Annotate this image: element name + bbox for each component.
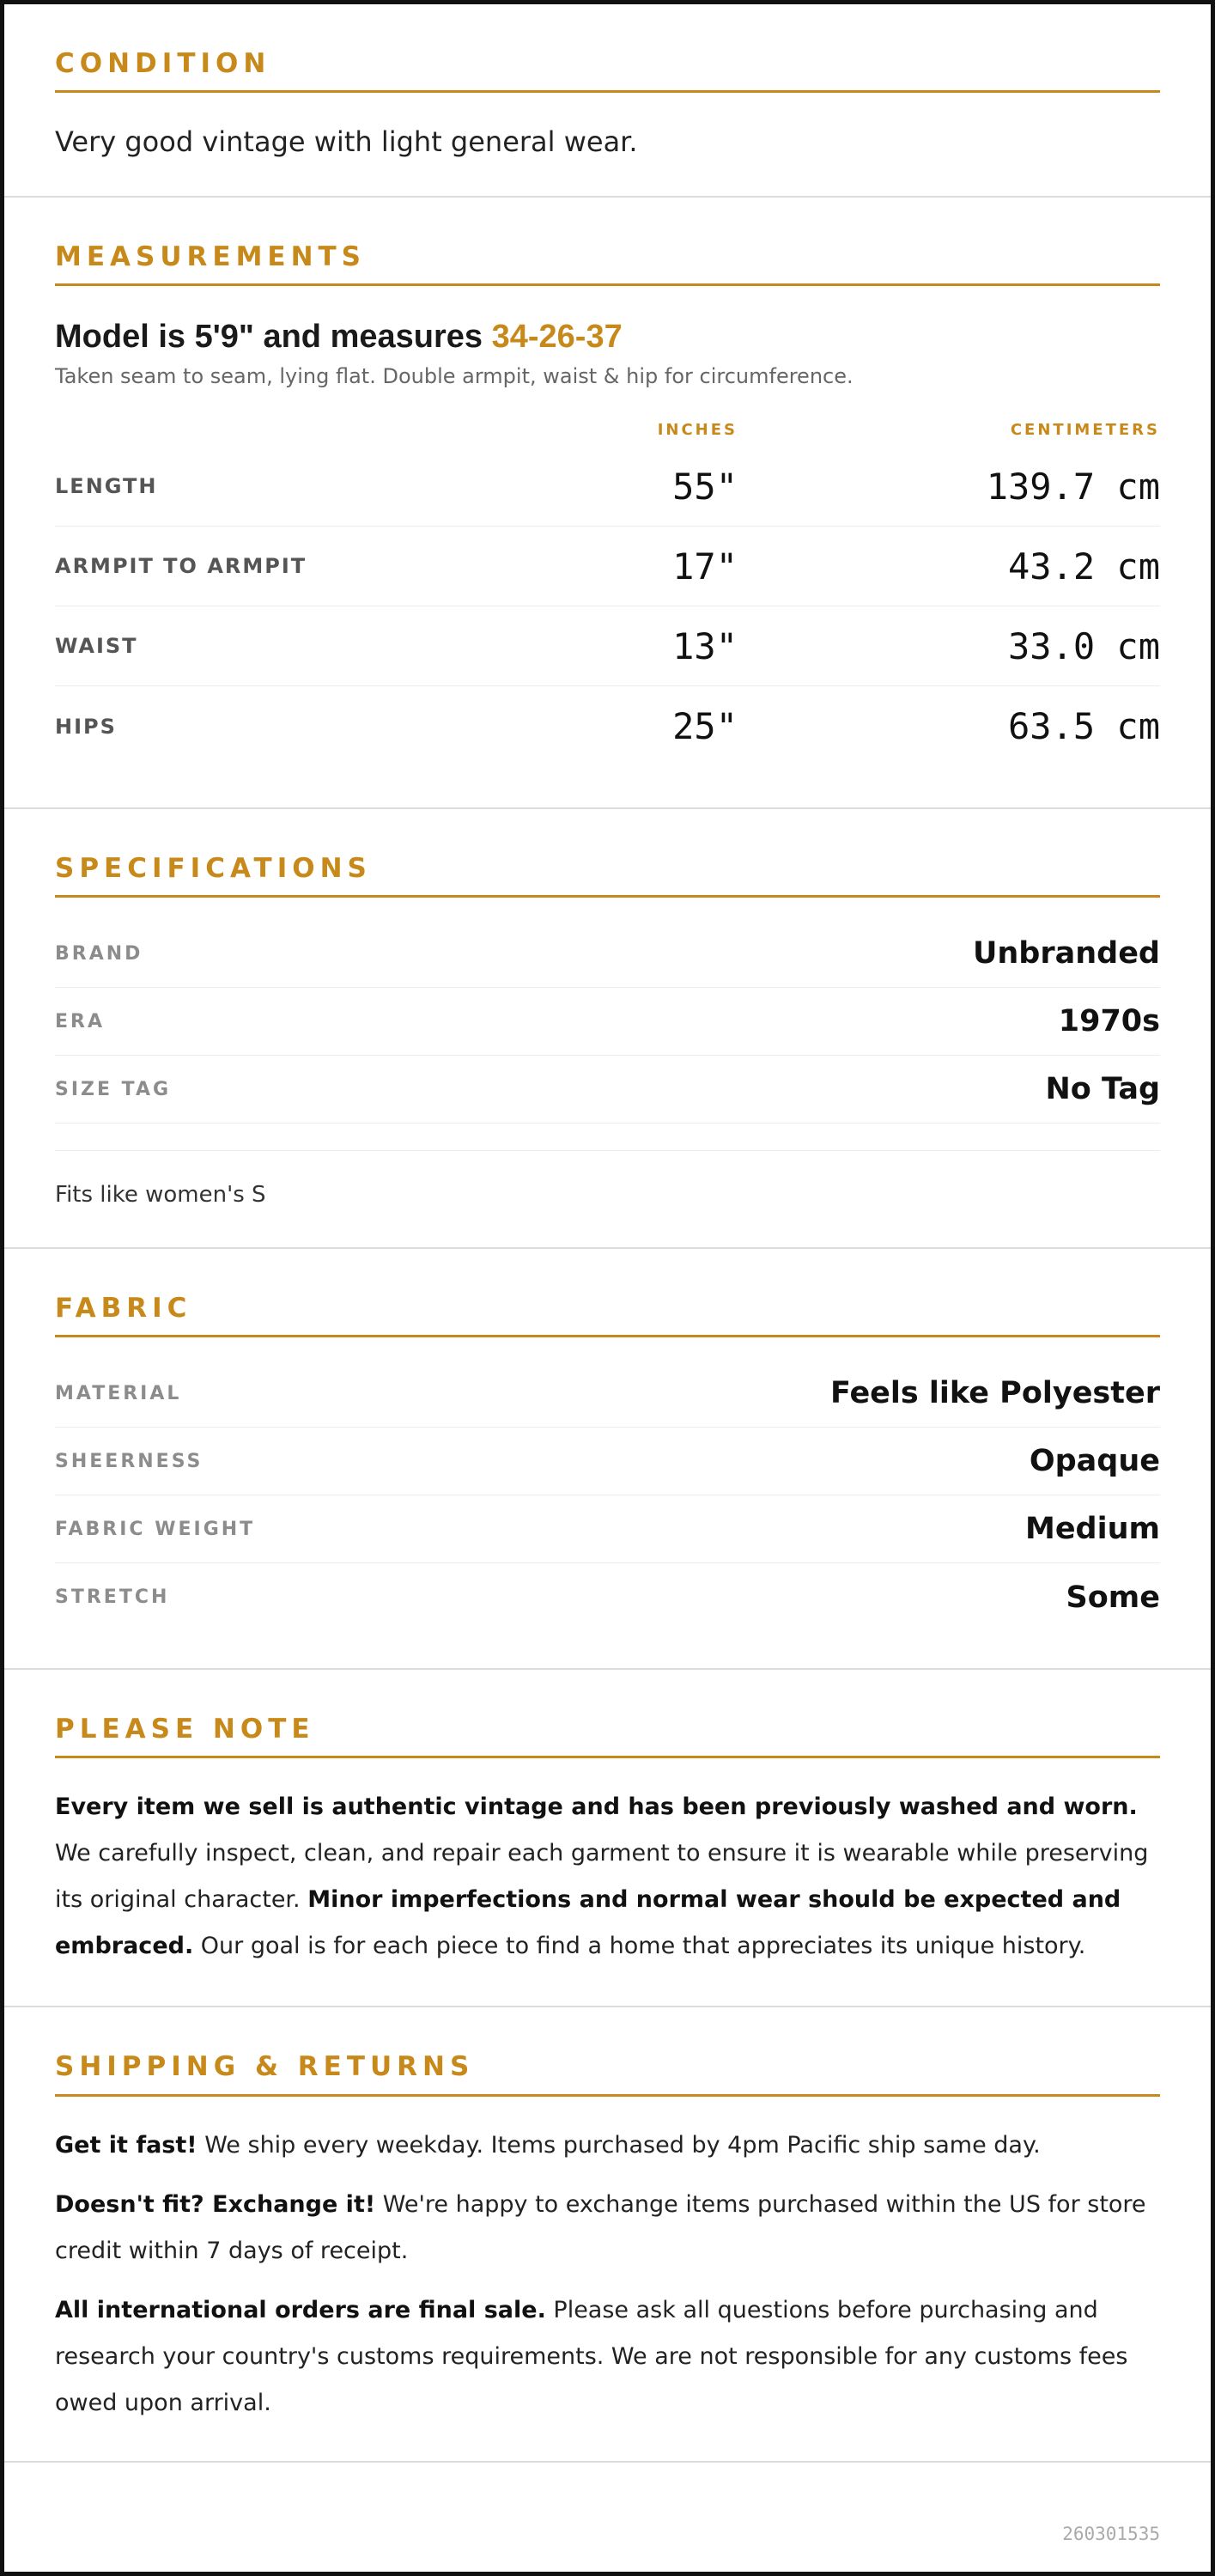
list-item: [55, 920, 1160, 988]
measurement-inches: 25": [672, 705, 738, 748]
measurements-table-header: [55, 421, 1160, 447]
measurement-cm: 139.7 cm: [986, 465, 1160, 508]
please-note-section: [4, 1670, 1211, 2007]
note-text-2: Our goal is for each piece to find a home that appreciates its unique history.: [193, 1933, 1086, 1960]
measurements-col-label: [55, 421, 519, 447]
measurements-col-inches: INCHES: [657, 421, 738, 440]
fabric-title: FABRIC: [55, 1294, 1160, 1337]
specifications-title: SPECIFICATIONS: [55, 854, 1160, 898]
model-measures-prefix: Model is 5'9" and measures: [55, 319, 492, 356]
specifications-list: [55, 920, 1160, 1124]
international-bold: All international orders are final sale.: [55, 2296, 546, 2323]
measurement-cm: 43.2 cm: [1007, 545, 1160, 588]
product-id: 260301535: [1062, 2524, 1160, 2544]
please-note-body: [55, 1758, 1160, 2006]
fabric-value: Some: [1066, 1580, 1160, 1615]
exchange-bold: Doesn't fit? Exchange it!: [55, 2190, 376, 2218]
exchange-text: We're happy to exchange items purchased within the US for store credit within 7 days of receipt.: [55, 2190, 1146, 2264]
shipping-returns-title: SHIPPING & RETURNS: [55, 2052, 1160, 2096]
note-bold-1: Every item we sell is authentic vintage and has been previously washed and worn.: [55, 1793, 1138, 1821]
measurement-inches: 17": [672, 545, 738, 588]
spec-label: ERA: [55, 1010, 105, 1032]
fabric-value: Feels like Polyester: [829, 1376, 1160, 1411]
specifications-section: [4, 809, 1211, 1249]
please-note-title: PLEASE NOTE: [55, 1714, 1160, 1758]
fabric-label: SHEERNESS: [55, 1450, 204, 1472]
spec-label: BRAND: [55, 942, 143, 965]
fabric-section: [4, 1249, 1211, 1670]
condition-text: Very good vintage with light general wear.: [55, 125, 638, 159]
condition-section: [4, 4, 1211, 198]
list-item: [55, 1563, 1160, 1631]
fabric-value: Opaque: [1029, 1444, 1160, 1479]
fabric-value: Medium: [1024, 1512, 1160, 1547]
measurement-label: WAIST: [55, 634, 138, 659]
measurements-table: [55, 421, 1160, 807]
table-row: [55, 527, 1160, 606]
measurements-subtext: Taken seam to seam, lying flat. Double armpit, waist & hip for circumference.: [55, 364, 854, 389]
fit-note: Fits like women's S: [55, 1150, 1160, 1247]
measurement-label: LENGTH: [55, 474, 158, 499]
international-text: Please ask all questions before purchasing and research your country's customs requirements. We are not responsible for any customs fees owed upon arrival.: [55, 2296, 1128, 2416]
fabric-list: [55, 1360, 1160, 1668]
list-item: [55, 1428, 1160, 1495]
model-measures-headline: [55, 319, 1160, 356]
international-paragraph: [55, 2287, 1160, 2427]
shipping-returns-body: [55, 2097, 1160, 2461]
measurement-cm: 63.5 cm: [1007, 705, 1160, 748]
measurement-inches: 55": [672, 465, 738, 508]
model-measures-highlight: 34-26-37: [491, 319, 623, 356]
shipping-text: We ship every weekday. Items purchased by 4pm Pacific ship same day.: [197, 2131, 1041, 2159]
list-item: [55, 988, 1160, 1056]
list-item: [55, 1360, 1160, 1428]
measurements-col-cm: CENTIMETERS: [1010, 421, 1160, 440]
shipping-bold: Get it fast!: [55, 2131, 197, 2159]
measurement-inches: 13": [672, 624, 738, 667]
shipping-paragraph: [55, 2122, 1160, 2169]
note-text-1: We carefully inspect, clean, and repair each garment to ensure it is wearable while preserving its original character.: [55, 1840, 1149, 1914]
condition-title: CONDITION: [55, 49, 1160, 93]
fabric-label: MATERIAL: [55, 1382, 182, 1404]
spec-value: Unbranded: [972, 936, 1160, 971]
shipping-returns-section: [4, 2007, 1211, 2462]
exchange-paragraph: [55, 2182, 1160, 2275]
measurement-label: HIPS: [55, 714, 117, 739]
measurements-section: [4, 198, 1211, 809]
list-item: [55, 1495, 1160, 1563]
spec-label: SIZE TAG: [55, 1078, 172, 1100]
table-row: [55, 606, 1160, 686]
fabric-label: STRETCH: [55, 1586, 170, 1609]
measurements-title: MEASUREMENTS: [55, 242, 1160, 286]
spec-value: No Tag: [1045, 1072, 1160, 1107]
table-row: [55, 447, 1160, 527]
measurement-cm: 33.0 cm: [1007, 624, 1160, 667]
please-note-paragraph: [55, 1784, 1160, 1970]
table-row: [55, 686, 1160, 766]
list-item: [55, 1056, 1160, 1124]
measurement-label: ARMPIT TO ARMPIT: [55, 554, 307, 579]
spec-value: 1970s: [1058, 1004, 1160, 1039]
note-bold-2: Minor imperfections and normal wear should be expected and embraced.: [55, 1886, 1121, 1960]
fabric-label: FABRIC WEIGHT: [55, 1518, 256, 1540]
